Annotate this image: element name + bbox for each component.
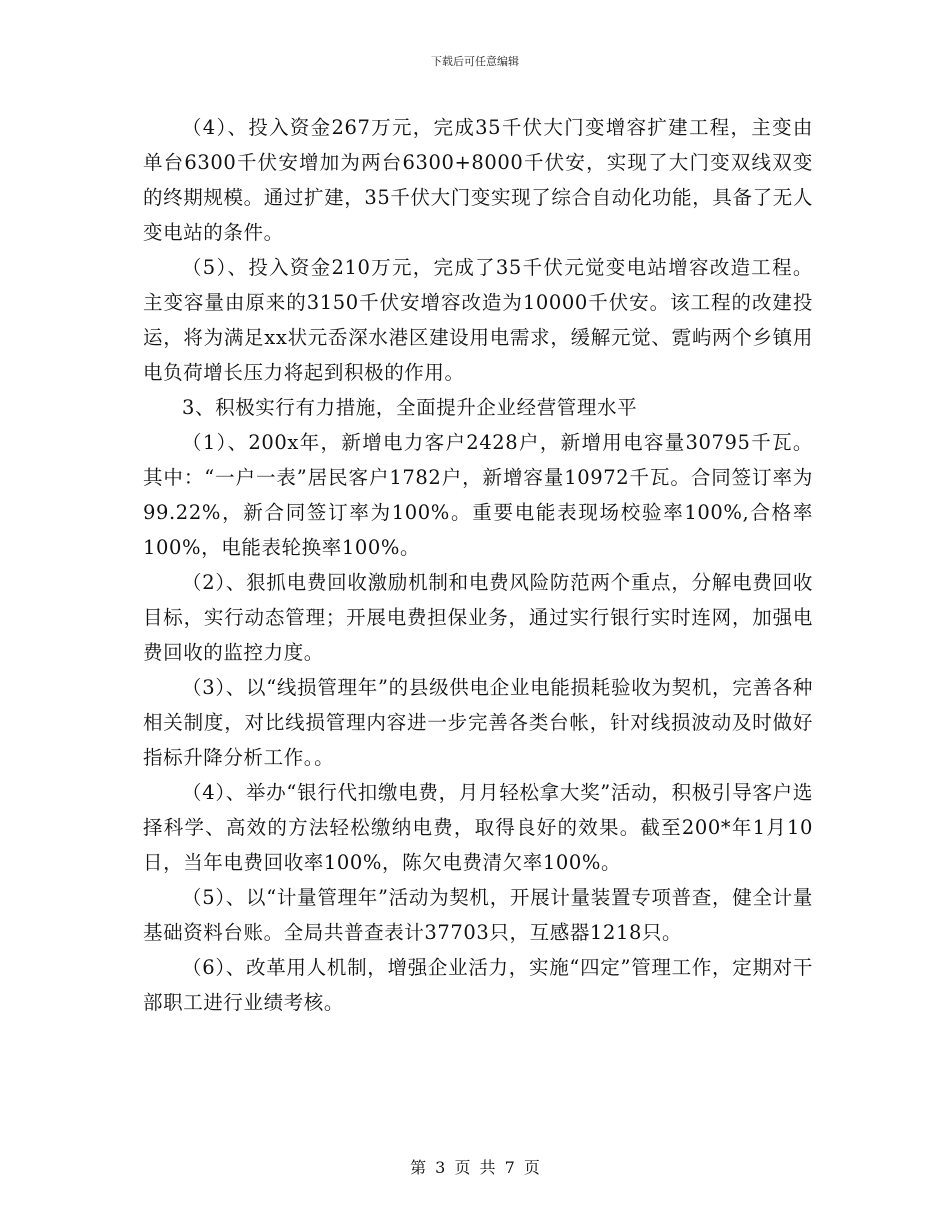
paragraph-investment-4: （4）、投入资金267万元，完成35千伏大门变增容扩建工程，主变由单台6300千伏安增加为两台6300+8000千伏安，实现了大门变双线双变的终期规模。通过扩建，35千伏大门变实现了综合自动化功能，具备了无人变电站的条件。: [143, 116, 813, 244]
paragraph-investment-5: （5）、投入资金210万元，完成了35千伏元觉变电站增容改造工程。主变容量由原来的3150千伏安增容改造为10000千伏安。该工程的改建投运，将为满足xx状元岙深水港区建设用电需求，缓解元觉、霓屿两个乡镇用电负荷增长压力将起到积极的作用。: [143, 256, 813, 384]
paragraph-item-1: （1）、200x年，新增电力客户2428户，新增用电容量30795千瓦。其中：“一户一表”居民客户1782户，新增容量10972千瓦。合同签订率为99.22%，新合同签订率为100%。重要电能表现场校验率100%,合格率100%，电能表轮换率100%。: [143, 431, 813, 559]
page-number-footer: 第 3 页 共 7 页: [410, 1158, 540, 1177]
document-body: [143, 110, 813, 1020]
paragraph-item-3: （3）、以“线损管理年”的县级供电企业电能损耗验收为契机，完善各种相关制度，对比线损管理内容进一步完善各类台帐，针对线损波动及时做好指标升降分析工作。。: [143, 676, 813, 769]
page-header-note: 下载后可任意编辑: [431, 55, 519, 68]
paragraph-item-4: （4）、举办“银行代扣缴电费，月月轻松拿大奖”活动，积极引导客户选择科学、高效的方法轻松缴纳电费，取得良好的效果。截至200*年1月10日，当年电费回收率100%，陈欠电费清欠率100%。: [143, 781, 813, 874]
paragraph-item-5: （5）、以“计量管理年”活动为契机，开展计量装置专项普查，健全计量基础资料台账。全局共普查表计37703只，互感器1218只。: [143, 886, 813, 944]
section-heading-3: 3、积极实行有力措施，全面提升企业经营管理水平: [182, 396, 638, 419]
paragraph-item-2: （2）、狠抓电费回收激励机制和电费风险防范两个重点，分解电费回收目标，实行动态管理；开展电费担保业务，通过实行银行实时连网，加强电费回收的监控力度。: [143, 571, 813, 664]
paragraph-item-6: （6）、改革用人机制，增强企业活力，实施“四定”管理工作，定期对干部职工进行业绩考核。: [143, 956, 813, 1014]
